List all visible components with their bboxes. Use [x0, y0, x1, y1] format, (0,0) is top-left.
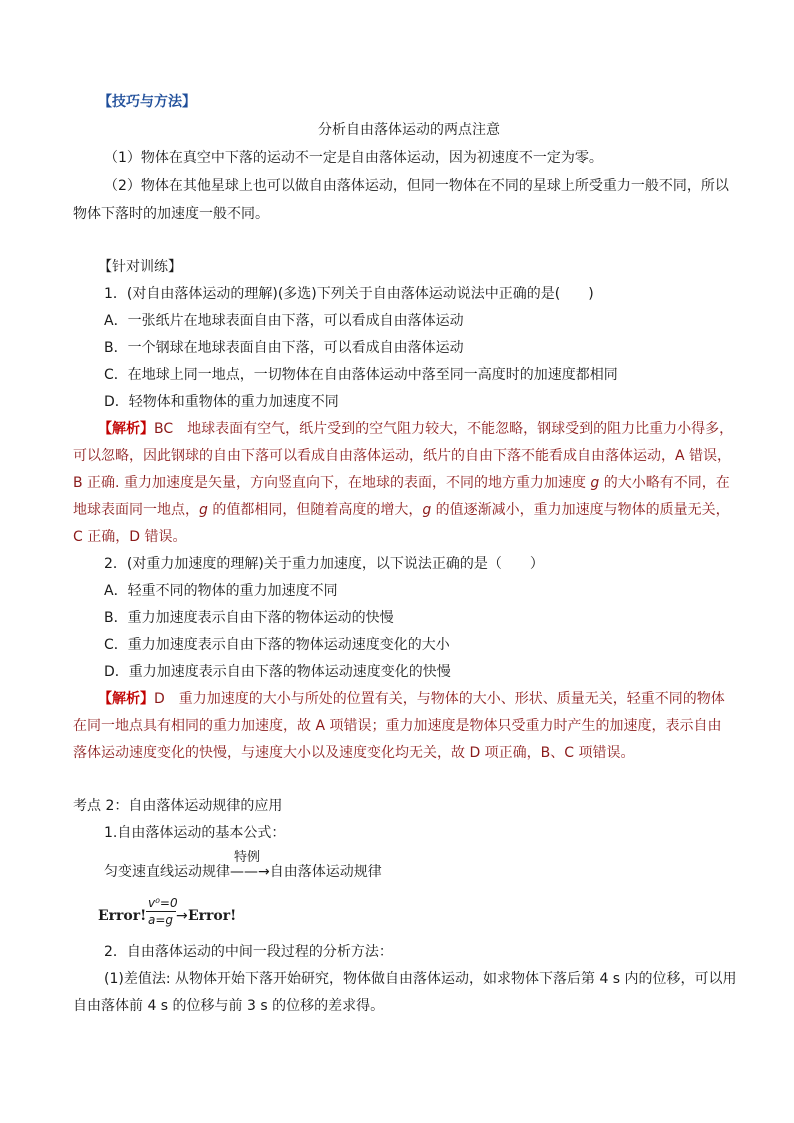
paragraph: （1）物体在真空中下落的运动不一定是自由落体运动，因为初速度不一定为零。 [104, 150, 603, 166]
answer-text: 的值逐渐减小，重力加速度与物体的质量无关， [431, 502, 730, 518]
arrow-label: 特例 [234, 850, 261, 865]
question-option: B．一个钢球在地球表面自由下落，可以看成自由落体运动 [104, 340, 464, 356]
fraction-bar [146, 911, 176, 912]
section-heading-tips: 【技巧与方法】 [98, 94, 196, 110]
paragraph: 2．自由落体运动的中间一段过程的分析方法： [104, 944, 393, 960]
paragraph: 物体下落时的加速度一般不同。 [73, 206, 269, 222]
question-option: A．一张纸片在地球表面自由下落，可以看成自由落体运动 [104, 313, 464, 329]
paragraph: (1)差值法: 从物体开始下落开始研究，物体做自由落体运动，如求物体下落后第 4 s 内的位移，可以用 [104, 971, 737, 987]
arrow-icon: ——→ [230, 864, 270, 880]
question-option: D．重力加速度表示自由下落的物体运动速度变化的快慢 [104, 664, 451, 680]
section-heading-topic: 考点 2：自由落体运动规律的应用 [73, 798, 283, 814]
section-heading-practice: 【针对训练】 [98, 259, 182, 275]
answer-text: 在同一地点具有相同的重力加速度，故 A 项错误；重力加速度是物体只受重力时产生的加速度，表示自由 [73, 718, 722, 734]
section-title: 分析自由落体运动的两点注意 [318, 122, 500, 138]
answer-line [98, 419, 733, 439]
answer-line [98, 689, 725, 709]
answer-text: 落体运动速度变化的快慢，与速度大小以及速度变化均无关，故 D 项正确，B、C 项错误。 [73, 745, 635, 761]
fraction-numerator: v⁰=0 [148, 896, 178, 910]
error-text: Error! [188, 908, 237, 924]
answer-text: 可以忽略，因此钢球的自由下落可以看成自由落体运动，纸片的自由下落不能看成自由落体运动，A 错误， [73, 448, 732, 464]
fraction-denominator: a=g [148, 913, 174, 927]
paragraph: 1.自由落体运动的基本公式： [104, 825, 286, 841]
answer-text: 的值都相同，但随着高度的增大， [207, 502, 423, 518]
question-option: C．在地球上同一地点，一切物体在自由落体运动中落至同一高度时的加速度都相同 [104, 367, 618, 383]
symbol-g: g [422, 502, 432, 518]
answer-line [73, 500, 730, 520]
answer-text: 的大小略有不同，在 [599, 475, 730, 491]
question-stem: 2．(对重力加速度的理解)关于重力加速度，以下说法正确的是（ ） [104, 556, 544, 572]
paragraph: 自由落体前 4 s 的位移与前 3 s 的位移的差求得。 [73, 998, 385, 1014]
answer-tag: 【解析】 [98, 691, 154, 707]
answer-text: C 正确，D 错误。 [73, 529, 187, 545]
formula-text: 匀变速直线运动规律 [104, 864, 230, 880]
formula-text: 自由落体运动规律 [269, 864, 382, 880]
symbol-g: g [199, 502, 208, 518]
answer-text: 地球表面同一地点， [73, 502, 199, 518]
paragraph: （2）物体在其他星球上也可以做自由落体运动，但同一物体在不同的星球上所受重力一般不同，所以 [104, 178, 729, 194]
answer-tag: 【解析】 [98, 421, 154, 437]
question-stem: 1．(对自由落体运动的理解)(多选)下列关于自由落体运动说法中正确的是( ) [104, 286, 594, 302]
error-text: Error! [98, 908, 147, 924]
answer-text: D 重力加速度的大小与所处的位置有关，与物体的大小、形状、质量无关，轻重不同的物体 [154, 691, 725, 707]
answer-text: B 正确. 重力加速度是矢量，方向竖直向下，在地球的表面，不同的地方重力加速度 [73, 475, 591, 491]
symbol-g: g [590, 475, 600, 491]
answer-text: BC 地球表面有空气，纸片受到的空气阻力较大，不能忽略，钢球受到的阻力比重力小得多， [154, 421, 734, 437]
question-option: A．轻重不同的物体的重力加速度不同 [104, 583, 338, 599]
arrow-icon: → [176, 908, 188, 924]
question-option: B．重力加速度表示自由下落的物体运动的快慢 [104, 610, 394, 626]
formula-line [104, 862, 382, 882]
answer-line [73, 473, 730, 493]
question-option: D．轻物体和重物体的重力加速度不同 [104, 394, 339, 410]
question-option: C．重力加速度表示自由下落的物体运动速度变化的大小 [104, 637, 450, 653]
